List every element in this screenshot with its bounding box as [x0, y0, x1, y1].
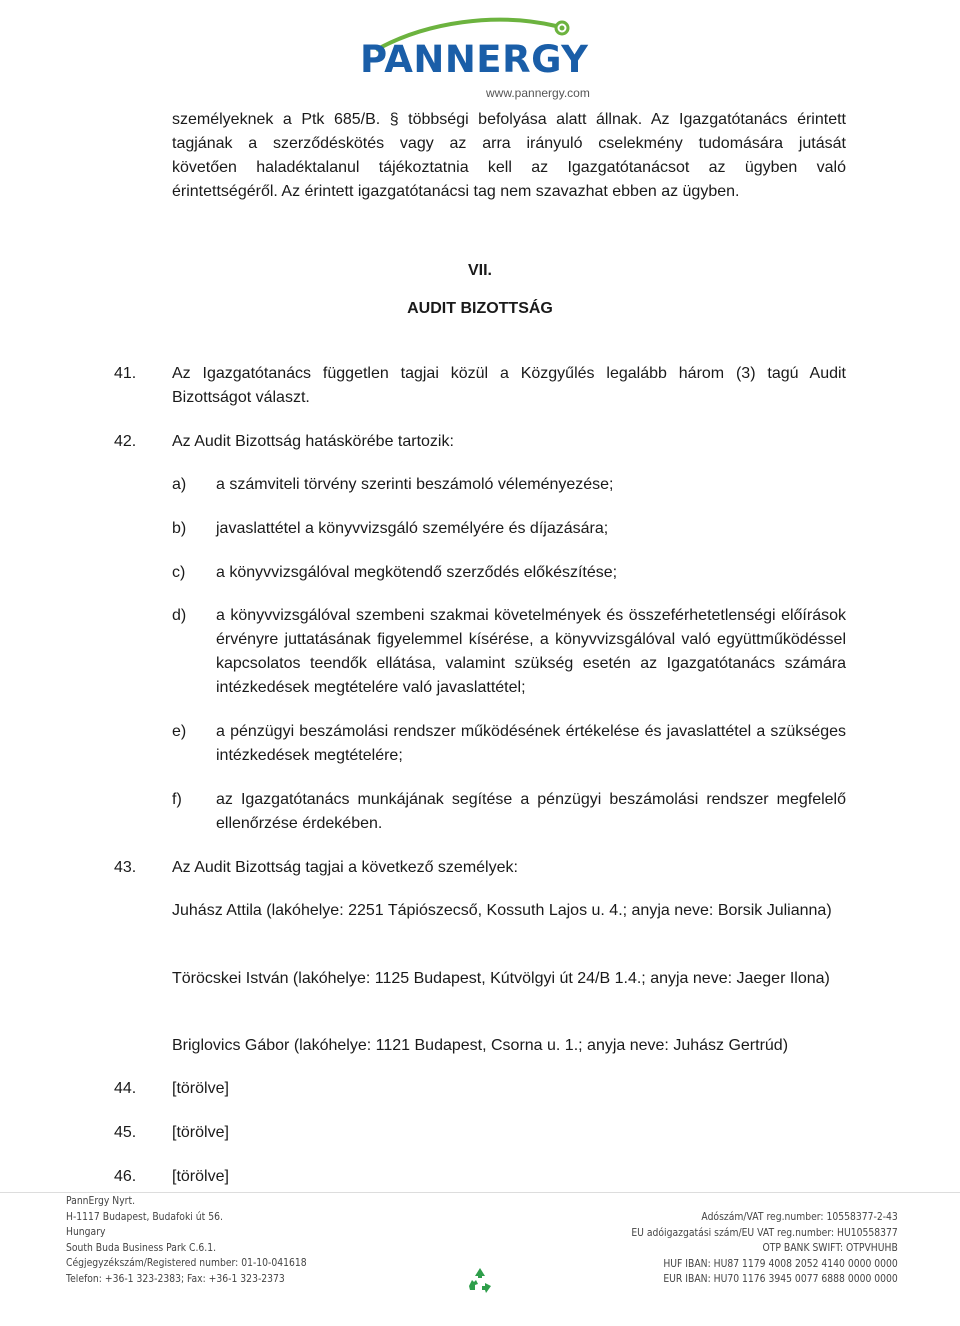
paragraph-46-text: [törölve]	[172, 1168, 229, 1185]
paragraph-46-number: 46.	[114, 1168, 137, 1185]
footer-left-line: Cégjegyzékszám/Registered number: 01-10-041618	[66, 1257, 307, 1270]
item-c-text: a könyvvizsgálóval megkötendő szerződés előkészítése;	[216, 564, 618, 581]
member-3: Briglovics Gábor (lakóhelye: 1121 Budapest, Csorna u. 1.; anyja neve: Juhász Gertrúd)	[172, 1037, 789, 1054]
paragraph-41-text: Az Igazgatótanács független tagjai közül a Közgyűlés legalább három (3) tagú Audit Bizottságot választ.	[172, 365, 846, 406]
footer-right-line: Adószám/VAT reg.number: 10558377-2-43	[701, 1211, 898, 1223]
intro-line-4: érintettségéről. Az érintett igazgatótanácsi tag nem szavazhat ebben az ügyben.	[172, 183, 740, 200]
section-number: VII.	[467, 262, 492, 279]
footer-right-line: EUR IBAN: HU70 1176 3945 0077 6888 0000 0000	[663, 1273, 898, 1286]
item-f-text: az Igazgatótanács munkájának segítése a pénzügyi beszámolási rendszer megfelelő ellenőrzése érdekében.	[216, 791, 846, 832]
item-e-label: e)	[172, 723, 187, 740]
footer-left-line: H-1117 Budapest, Budafoki út 56.	[66, 1210, 223, 1223]
paragraph-43-text: Az Audit Bizottság tagjai a következő személyek:	[172, 859, 518, 876]
paragraph-45-number: 45.	[114, 1124, 137, 1141]
footer-right-line: EU adóigazgatási szám/EU VAT reg.number: HU10558377	[631, 1226, 898, 1239]
logo-text-right: ERGY	[476, 38, 589, 81]
intro-line-3: követően haladéktalanul tájékoztatnia kell az Igazgatótanácsot az ügyben való	[172, 159, 846, 176]
footer-divider	[0, 1192, 960, 1193]
item-e-text: a pénzügyi beszámolási rendszer működésének értékelése és javaslattétel a szükséges intézkedések megtételére;	[216, 723, 846, 764]
recycle-icon	[466, 1266, 494, 1294]
member-1: Juhász Attila (lakóhelye: 2251 Tápiószecső, Kossuth Lajos u. 4.; anyja neve: Borsik Julianna)	[172, 902, 832, 919]
item-a-label: a)	[172, 476, 187, 493]
footer-left-line: Telefon: +36-1 323-2383; Fax: +36-1 323-2373	[66, 1272, 285, 1285]
intro-line-2: tagjának a szerződéskötés vagy az arra irányuló cselekmény tudomására jutását	[172, 135, 846, 152]
item-c-label: c)	[172, 564, 186, 581]
footer-left-line: Hungary	[66, 1226, 106, 1239]
footer-left-line: PannErgy Nyrt.	[66, 1195, 136, 1207]
paragraph-42-text: Az Audit Bizottság hatáskörébe tartozik:	[172, 433, 454, 450]
footer-company-info	[66, 1194, 307, 1288]
footer-bank-info	[632, 1210, 898, 1288]
footer-right-line: HUF IBAN: HU87 1179 4008 2052 4140 0000 0000	[663, 1257, 898, 1270]
paragraph-43-number: 43.	[114, 859, 137, 876]
intro-line-1: személyeknek a Ptk 685/B. § többségi befolyása alatt állnak. Az Igazgatótanács érintett	[172, 111, 846, 128]
item-d-text: a könyvvizsgálóval szembeni szakmai követelmények és összeférhetetlenségi előírások érvényre juttatásának figyelemmel kísérése, a könyvvizsgálóval való együttműködéssel kapcsolatos teendők ellátása, valamint szükség esetén az Igazgatótanács számára intézkedések megtételére való javaslattétel;	[216, 607, 846, 696]
logo-wordmark	[360, 38, 588, 81]
paragraph-45-text: [törölve]	[172, 1124, 229, 1141]
item-b-label: b)	[172, 520, 187, 537]
footer-right-line: OTP BANK SWIFT: OTPVHUHB	[762, 1242, 898, 1255]
item-a-text: a számviteli törvény szerinti beszámoló véleményezése;	[216, 476, 614, 493]
paragraph-44-text: [törölve]	[172, 1080, 229, 1097]
item-d-label: d)	[172, 607, 187, 624]
member-2: Töröcskei István (lakóhelye: 1125 Budapest, Kútvölgyi út 24/B 1.4.; anyja neve: Jaeger Ilona)	[172, 970, 830, 987]
pannergy-logo	[356, 4, 606, 104]
logo-text-left: PANN	[360, 38, 477, 81]
logo-url: www.pannergy.com	[486, 86, 590, 100]
section-title: AUDIT BIZOTTSÁG	[407, 300, 553, 317]
paragraph-41-number: 41.	[114, 365, 137, 382]
footer-left-line: South Buda Business Park C.6.1.	[66, 1241, 217, 1254]
paragraph-44-number: 44.	[114, 1080, 137, 1097]
item-f-label: f)	[172, 791, 182, 808]
paragraph-42-number: 42.	[114, 433, 137, 450]
item-b-text: javaslattétel a könyvvizsgáló személyére és díjazására;	[216, 520, 609, 537]
